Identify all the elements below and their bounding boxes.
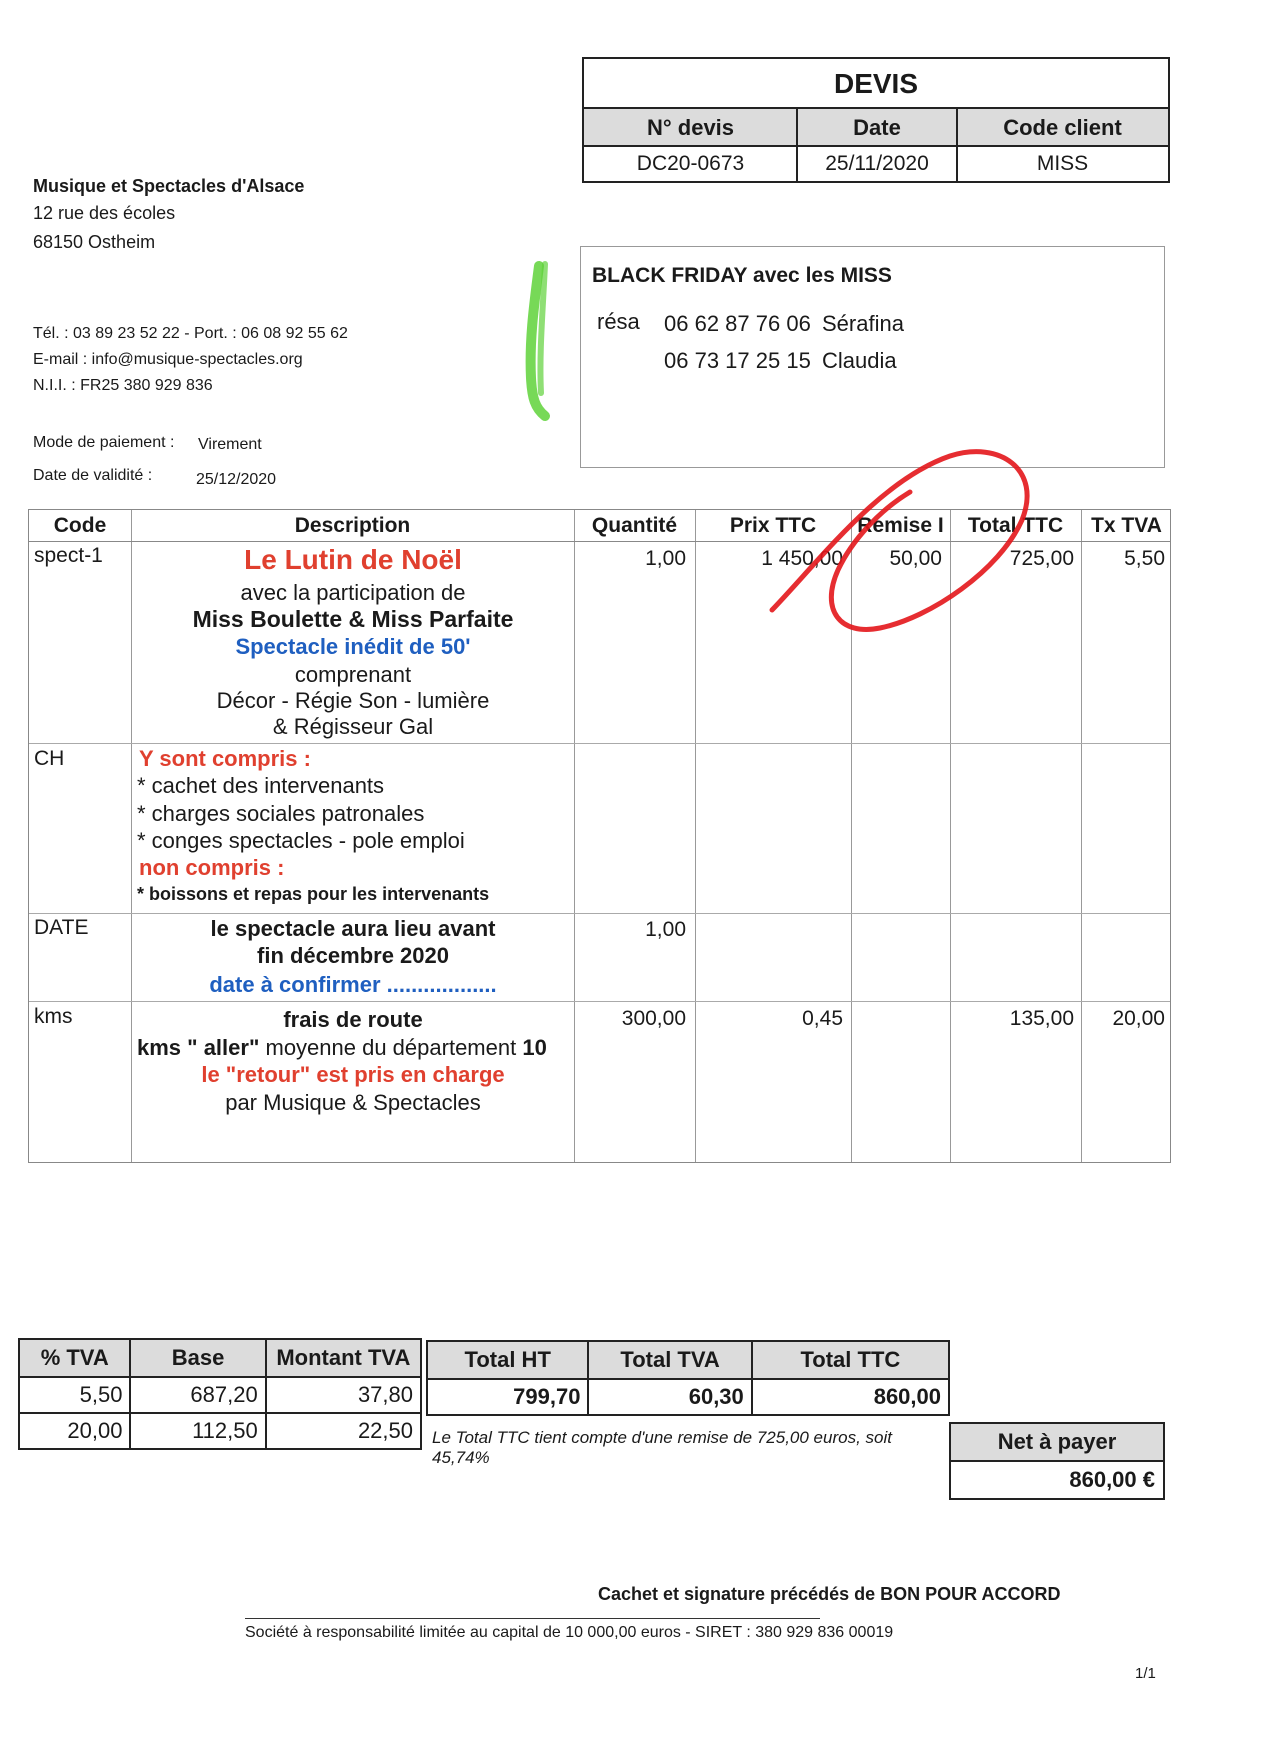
tva-rate: 5,50 [19, 1377, 130, 1413]
total-tva-value: 60,30 [588, 1379, 751, 1415]
devis-number: DC20-0673 [636, 152, 745, 175]
tva-rate: 20,00 [19, 1413, 130, 1449]
green-marker-mark [515, 258, 565, 428]
row-divider [29, 913, 1170, 914]
divider [796, 109, 798, 181]
desc-line: Décor - Régie Son - lumière [216, 688, 490, 713]
tva-amount: 22,50 [266, 1413, 421, 1449]
col-header-description: Description [294, 514, 411, 537]
row-quantite: 300,00 [621, 1007, 686, 1030]
date-line: le spectacle aura lieu avant [210, 916, 496, 941]
company-city: 68150 Ostheim [33, 232, 156, 252]
kms-average: moyenne du département [259, 1035, 523, 1060]
tva-col-base: Base [130, 1339, 265, 1377]
page-number: 1/1 [1135, 1665, 1156, 1682]
desc-line: comprenant [294, 662, 412, 687]
col-divider [1081, 510, 1082, 1162]
row-divider [29, 743, 1170, 744]
desc-line-show: Spectacle inédit de 50' [235, 634, 471, 659]
total-tva-header: Total TVA [588, 1341, 751, 1379]
tva-base: 112,50 [130, 1413, 265, 1449]
row-total: 135,00 [1009, 1007, 1074, 1030]
row-quantite: 1,00 [645, 547, 686, 570]
included-item: * cachet des intervenants [137, 773, 385, 798]
row-code: DATE [34, 916, 89, 939]
kms-count: 10 [522, 1035, 547, 1060]
row-tva: 5,50 [1124, 547, 1165, 570]
header-col-devis-number: N° devis [584, 109, 797, 147]
totals-table [426, 1340, 950, 1416]
row-prix: 0,45 [802, 1007, 843, 1030]
devis-header-box [582, 57, 1170, 183]
remise-note: Le Total TTC tient compte d'une remise de 725,00 euros, soit 45,74% [432, 1428, 892, 1467]
name-claudia: Claudia [822, 348, 897, 373]
row-total: 725,00 [1009, 547, 1074, 570]
legal-footer: Société à responsabilité limitée au capital de 10 000,00 euros - SIRET : 380 929 836 00019 [245, 1624, 894, 1641]
client-code: MISS [1036, 152, 1089, 175]
col-header-prix: Prix TTC [729, 514, 817, 537]
kms-aller: kms " aller" [137, 1035, 260, 1060]
tva-amount: 37,80 [266, 1377, 421, 1413]
row-code: spect-1 [34, 544, 103, 567]
company-nii: N.I.I. : FR25 380 929 836 [33, 377, 213, 394]
col-header-tva: Tx TVA [1091, 514, 1162, 537]
included-item: * charges sociales patronales [137, 801, 425, 826]
total-ttc-value: 860,00 [752, 1379, 949, 1415]
divider [956, 109, 958, 181]
date-line: fin décembre 2020 [257, 943, 449, 968]
devis-title: DEVIS [584, 59, 1168, 109]
desc-line: avec la participation de [240, 580, 466, 605]
desc-line: & Régisseur Gal [272, 714, 434, 739]
company-email: E-mail : info@musique-spectacles.org [33, 351, 303, 368]
total-ht-value: 799,70 [427, 1379, 588, 1415]
kms-title: frais de route [283, 1007, 423, 1032]
row-code: CH [34, 747, 65, 770]
col-header-total: Total TTC [967, 514, 1064, 537]
phone-claudia: 06 73 17 25 15 [664, 348, 811, 373]
total-ht-header: Total HT [427, 1341, 588, 1379]
devis-date: 25/11/2020 [825, 152, 929, 175]
included-item: * conges spectacles - pole emploi [137, 828, 465, 853]
header-col-client-code: Code client [957, 109, 1168, 147]
not-included-item: * boissons et repas pour les intervenants [137, 884, 490, 904]
net-to-pay-label: Net à payer [951, 1424, 1163, 1462]
included-title: Y sont compris : [139, 746, 311, 771]
date-confirm: date à confirmer .................. [209, 972, 497, 997]
row-prix: 1 450,00 [761, 547, 843, 570]
validity-label: Date de validité : [33, 467, 153, 484]
row-divider [29, 1001, 1170, 1002]
header-col-date: Date [797, 109, 957, 147]
kms-line [137, 1035, 597, 1061]
net-to-pay-box [949, 1422, 1165, 1500]
row-quantite: 1,00 [645, 918, 686, 941]
company-name: Musique et Spectacles d'Alsace [33, 176, 305, 196]
col-header-quantite: Quantité [591, 514, 678, 537]
footer-divider [245, 1618, 820, 1619]
resa-label: résa [597, 309, 640, 334]
payment-value: Virement [198, 436, 262, 453]
promo-title: BLACK FRIDAY avec les MISS [592, 264, 892, 287]
col-header-remise: Remise I [857, 514, 944, 537]
red-marker-circle [760, 440, 1040, 650]
show-title: Le Lutin de Noël [244, 544, 462, 575]
company-street: 12 rue des écoles [33, 203, 176, 223]
col-divider [695, 510, 696, 1162]
signature-label: Cachet et signature précédés de BON POUR ACCORD [598, 1584, 1061, 1604]
col-header-code: Code [53, 514, 107, 537]
total-ttc-header: Total TTC [752, 1341, 949, 1379]
promo-box [580, 246, 1165, 468]
desc-line-artists: Miss Boulette & Miss Parfaite [192, 606, 514, 632]
kms-retour: le "retour" est pris en charge [201, 1062, 505, 1087]
tva-col-rate: % TVA [19, 1339, 130, 1377]
tva-table [18, 1338, 422, 1450]
tva-base: 687,20 [130, 1377, 265, 1413]
row-remise: 50,00 [889, 547, 942, 570]
net-to-pay-value: 860,00 € [1069, 1467, 1155, 1492]
not-included-title: non compris : [139, 855, 285, 880]
name-serafina: Sérafina [822, 311, 904, 336]
tva-col-amount: Montant TVA [266, 1339, 421, 1377]
row-code: kms [34, 1005, 73, 1028]
phone-serafina: 06 62 87 76 06 [664, 311, 811, 336]
payment-label: Mode de paiement : [33, 434, 175, 451]
row-tva: 20,00 [1112, 1007, 1165, 1030]
kms-line: par Musique & Spectacles [225, 1090, 481, 1115]
company-phone: Tél. : 03 89 23 52 22 - Port. : 06 08 92 55 62 [33, 325, 348, 342]
validity-value: 25/12/2020 [196, 471, 277, 488]
